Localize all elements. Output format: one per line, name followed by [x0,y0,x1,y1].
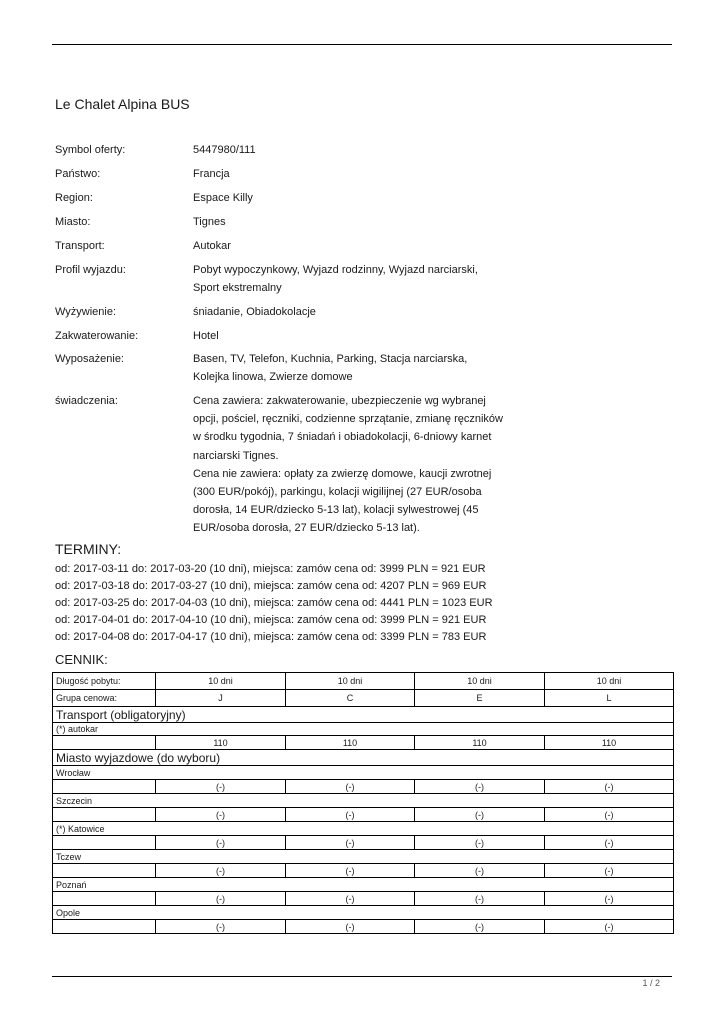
price-cell: (-) [286,836,415,850]
price-cell: (-) [286,780,415,794]
city-name-row [53,794,674,808]
empty-cell [53,736,156,750]
price-cell: (-) [415,780,545,794]
info-value: Francja [193,168,230,180]
info-label: Państwo: [55,168,101,180]
price-cell: (-) [545,780,674,794]
price-cell: (-) [156,808,286,822]
city-price-row [53,808,674,822]
term-item: od: 2017-03-25 do: 2017-04-03 (10 dni), miejsca: zamów cena od: 4441 PLN = 1023 EUR [55,597,493,609]
group-cell: L [545,690,674,707]
price-cell: (-) [286,864,415,878]
offer-title: Le Chalet Alpina BUS [55,96,190,112]
info-label: Zakwaterowanie: [55,330,139,342]
price-cell: (-) [286,808,415,822]
price-cell: (-) [415,836,545,850]
info-value: Tignes [193,216,226,228]
info-value: Basen, TV, Telefon, Kuchnia, Parking, Stacja narciarska, Kolejka linowa, Zwierze domowe [193,353,468,384]
transport-heading: Transport (obligatoryjny) [53,707,674,723]
info-value: Espace Killy [193,192,253,204]
price-cell: 110 [545,736,674,750]
price-cell: (-) [415,808,545,822]
city-name-row [53,878,674,892]
duration-cell: 10 dni [286,673,415,690]
info-value: 5447980/111 [193,144,256,156]
duration-cell: 10 dni [415,673,545,690]
city-price-row [53,780,674,794]
price-cell: 110 [156,736,286,750]
city-name: Poznań [53,878,674,892]
duration-row [53,673,674,690]
term-item: od: 2017-04-08 do: 2017-04-17 (10 dni), miejsca: zamów cena od: 3399 PLN = 783 EUR [55,631,487,643]
city-name: Opole [53,906,674,920]
transport-option-row [53,723,674,736]
term-item: od: 2017-03-11 do: 2017-03-20 (10 dni), miejsca: zamów cena od: 3999 PLN = 921 EUR [55,563,486,575]
group-cell: E [415,690,545,707]
excluded-text: Cena nie zawiera: opłaty za zwierzę domowe, kaucji zwrotnej (300 EUR/pokój), parkingu, kolacji wigilijnej (27 EUR/osoba dorosła, 14 EUR/dziecko 5-13 lat), kolacji sylwestrowej (45 EUR/osoba dorosła, 27 EUR/dziecko 5-13 lat). [193,467,492,535]
empty-cell [53,864,156,878]
price-cell: (-) [545,808,674,822]
duration-cell: 10 dni [545,673,674,690]
info-value: Autokar [193,240,231,252]
transport-option: (*) autokar [53,723,674,736]
price-cell: 110 [286,736,415,750]
city-name-row [53,766,674,780]
price-cell: (-) [286,920,415,934]
empty-cell [53,836,156,850]
city-name-row [53,850,674,864]
city-name-row [53,906,674,920]
price-cell: (-) [156,780,286,794]
transport-heading-row [53,707,674,723]
group-label: Grupa cenowa: [53,690,156,707]
city-price-row [53,920,674,934]
price-cell: (-) [156,864,286,878]
empty-cell [53,780,156,794]
info-label: Transport: [55,240,105,252]
info-value: Hotel [193,330,219,342]
group-cell: J [156,690,286,707]
info-label: świadczenia: [55,395,118,407]
top-rule [52,44,672,45]
included-text: Cena zawiera: zakwaterowanie, ubezpieczenie wg wybranej opcji, pościel, ręczniki, codzienne sprzątanie, zmianę ręczników w środku tygodnia, 7 śniadań i obiadokolacji, 6-dniowy karnet narciarski Tignes. [193,395,503,462]
price-cell: (-) [286,892,415,906]
term-item: od: 2017-03-18 do: 2017-03-27 (10 dni), miejsca: zamów cena od: 4207 PLN = 969 EUR [55,580,487,592]
term-item: od: 2017-04-01 do: 2017-04-10 (10 dni), miejsca: zamów cena od: 3999 PLN = 921 EUR [55,614,487,626]
price-cell: (-) [415,864,545,878]
transport-price-row [53,736,674,750]
info-label: Symbol oferty: [55,144,126,156]
info-value: śniadanie, Obiadokolacje [193,306,316,318]
info-label: Wyposażenie: [55,353,124,365]
info-label: Miasto: [55,216,91,228]
city-price-row [53,864,674,878]
group-cell: C [286,690,415,707]
price-cell: (-) [545,864,674,878]
price-table [52,672,674,934]
city-heading: Miasto wyjazdowe (do wyboru) [53,750,674,766]
city-name: (*) Katowice [53,822,674,836]
bottom-rule [52,976,672,977]
info-label: Profil wyjazdu: [55,264,126,276]
price-cell: (-) [545,920,674,934]
terms-heading: TERMINY: [55,541,122,557]
price-cell: (-) [415,920,545,934]
city-name: Tczew [53,850,674,864]
empty-cell [53,892,156,906]
info-value [193,392,508,538]
empty-cell [53,808,156,822]
duration-label: Długość pobytu: [53,673,156,690]
price-cell: (-) [415,892,545,906]
page-number: 1 / 2 [642,978,660,988]
city-price-row [53,892,674,906]
city-price-row [53,836,674,850]
price-cell: 110 [415,736,545,750]
duration-cell: 10 dni [156,673,286,690]
price-cell: (-) [545,892,674,906]
info-label: Region: [55,192,93,204]
price-cell: (-) [156,920,286,934]
city-name: Szczecin [53,794,674,808]
price-heading: CENNIK: [55,652,108,667]
empty-cell [53,920,156,934]
city-name-row [53,822,674,836]
price-cell: (-) [156,836,286,850]
city-heading-row [53,750,674,766]
info-label: Wyżywienie: [55,306,117,318]
city-name: Wrocław [53,766,674,780]
info-value: Pobyt wypoczynkowy, Wyjazd rodzinny, Wyjazd narciarski, Sport ekstremalny [193,264,478,295]
group-row [53,690,674,707]
price-cell: (-) [156,892,286,906]
price-cell: (-) [545,836,674,850]
